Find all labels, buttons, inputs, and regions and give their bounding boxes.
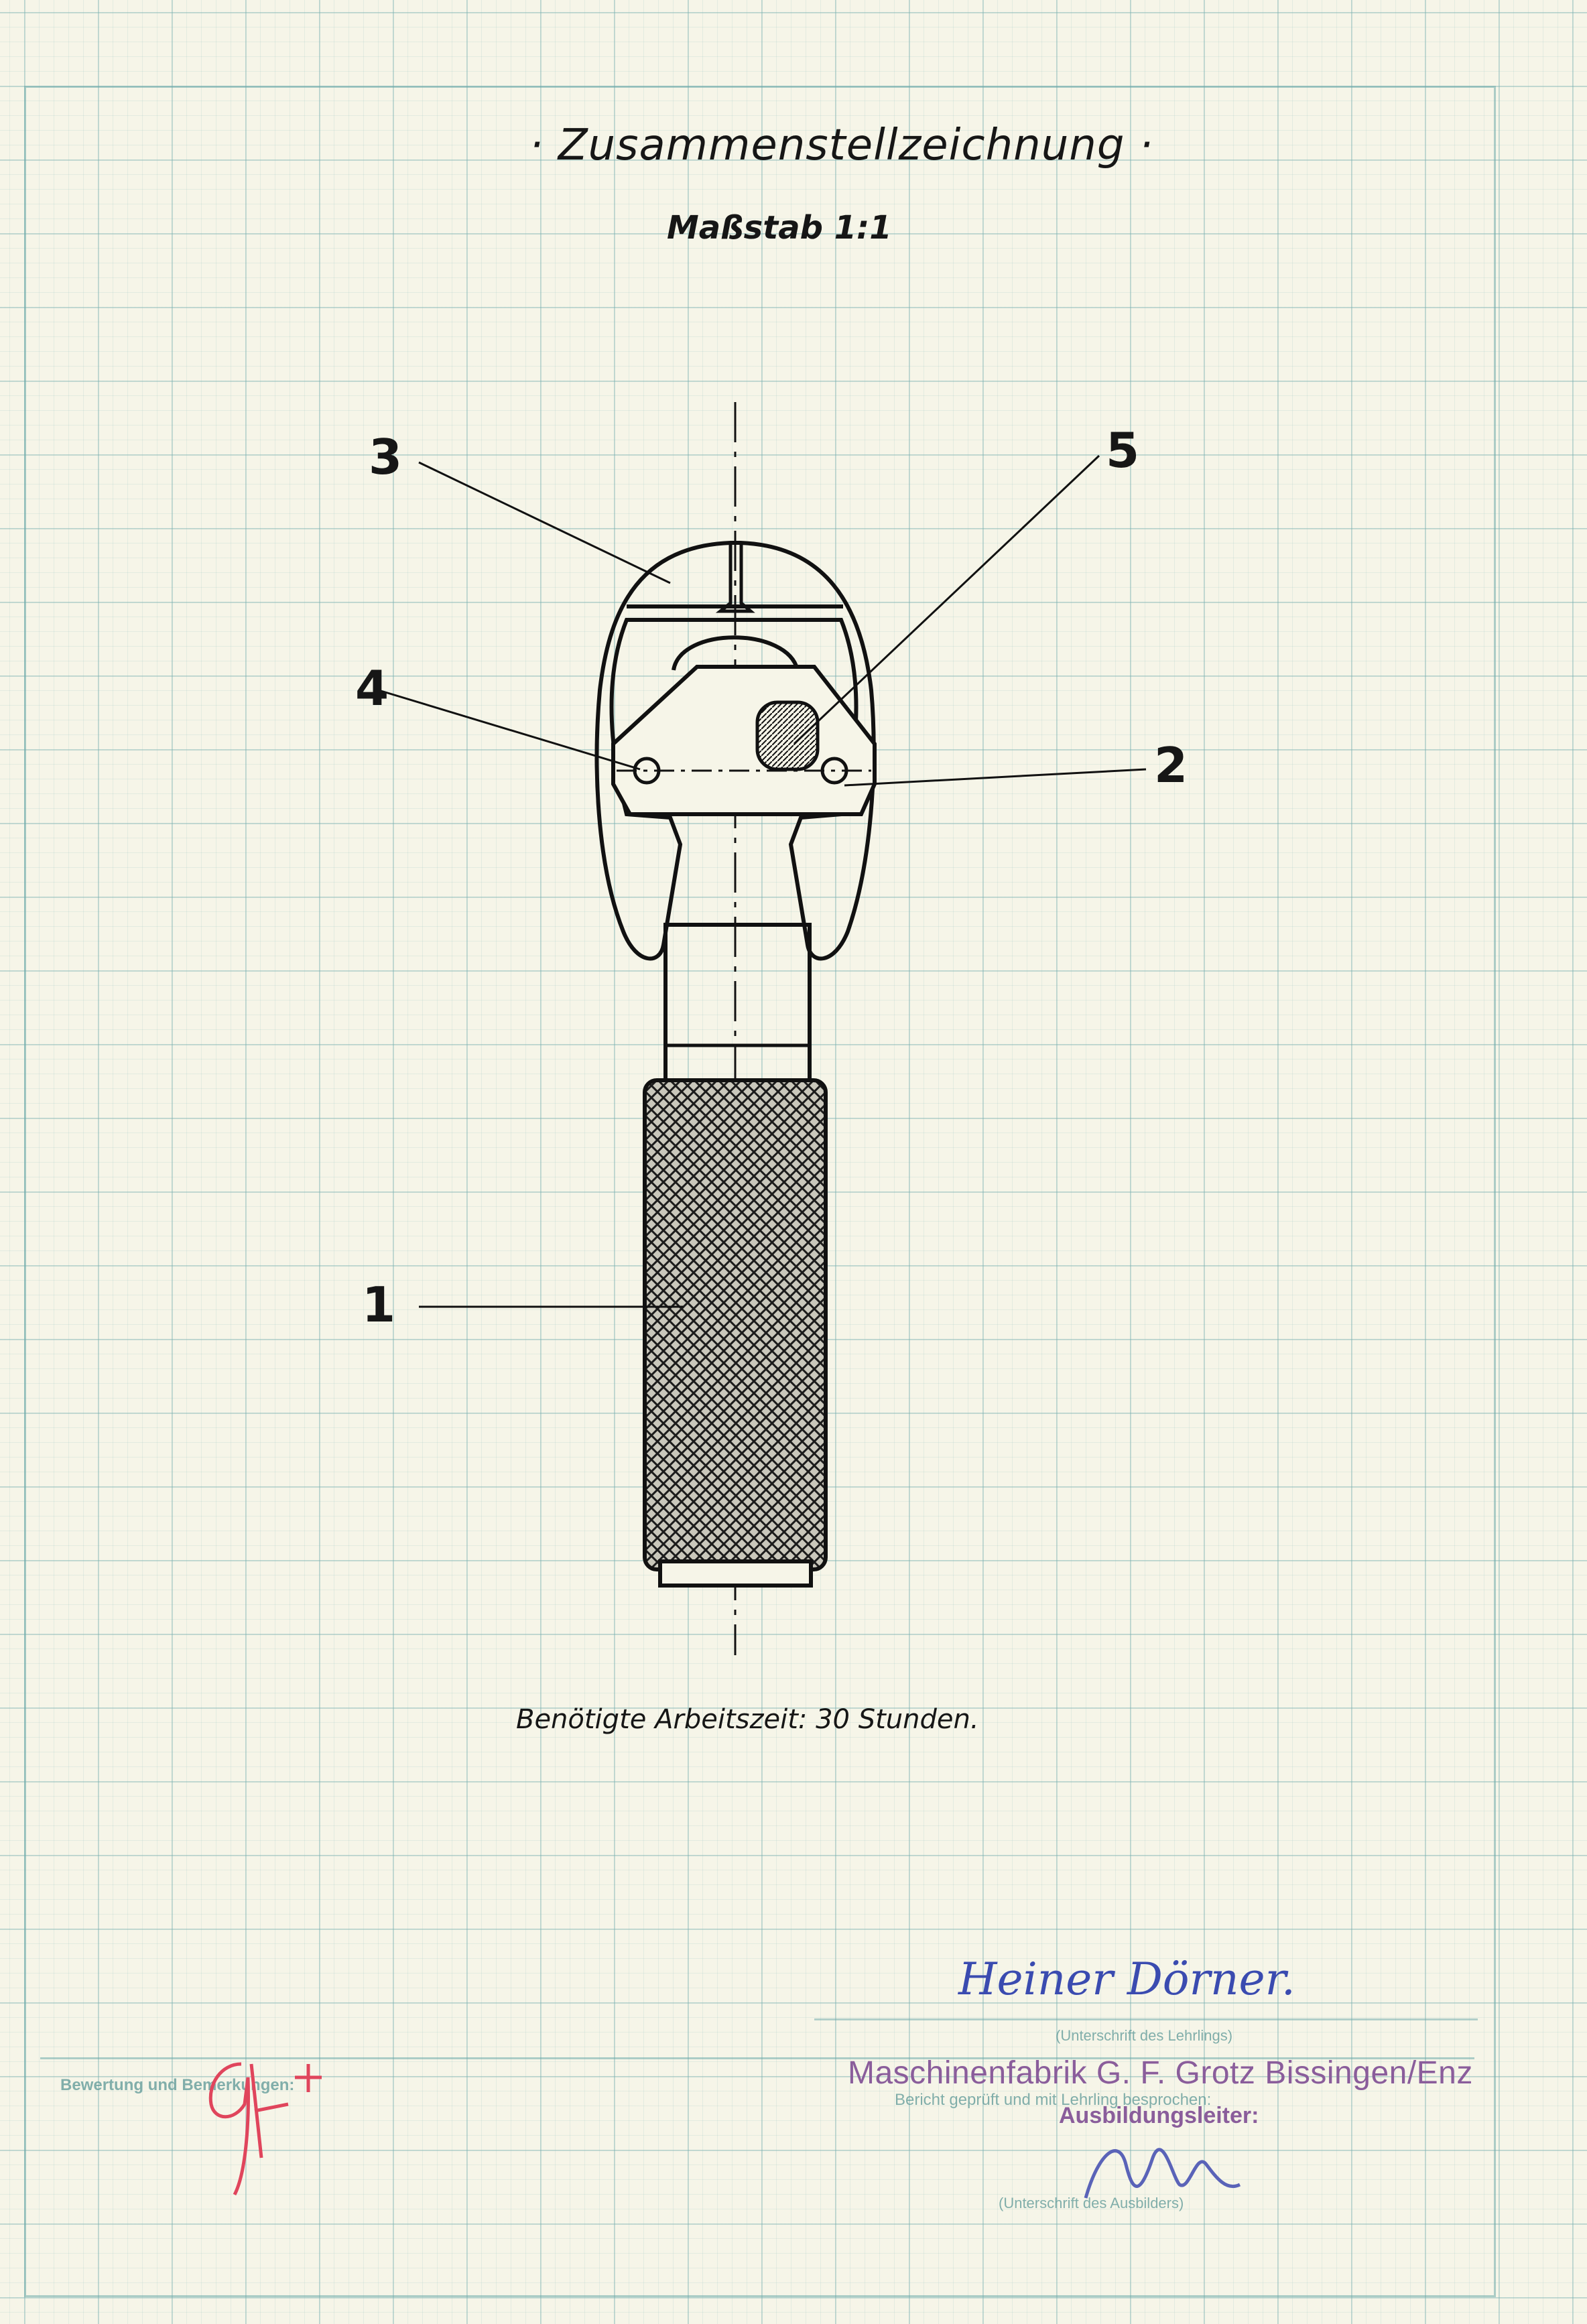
leader-2 — [844, 769, 1146, 785]
part-1-handle — [645, 1080, 826, 1569]
trainer-signature-label: (Unterschrift des Ausbilders) — [999, 2195, 1184, 2211]
callout-5: 5 — [1106, 422, 1140, 478]
callout-3: 3 — [369, 429, 403, 485]
leader-5 — [794, 456, 1099, 744]
drawing-scale: Maßstab 1:1 — [667, 209, 892, 247]
part-2-plate — [613, 667, 875, 814]
handle-end — [660, 1561, 811, 1586]
drawing-title: · Zusammenstellzeichnung · — [529, 121, 1154, 170]
part-5-screw — [757, 702, 818, 769]
apprentice-signature: Heiner Dörner. — [958, 1953, 1295, 2005]
company-stamp: Maschinenfabrik G. F. Grotz Bissingen/Enz — [848, 2055, 1473, 2091]
trainer-stamp: Ausbildungsleiter: — [1059, 2103, 1259, 2128]
signature-line — [814, 2018, 1478, 2020]
trainer-signature-scribble — [1072, 2124, 1247, 2218]
shaft — [665, 925, 810, 1082]
callout-2: 2 — [1154, 737, 1188, 793]
grade-mark — [188, 2037, 362, 2205]
apprentice-signature-label: (Unterschrift des Lehrlings) — [1056, 2027, 1233, 2044]
evaluation-label: Bewertung und Bemerkungen: — [60, 2076, 295, 2094]
work-time-note: Benötigte Arbeitszeit: 30 Stunden. — [516, 1704, 979, 1735]
callout-4: 4 — [355, 660, 389, 716]
report-label: Bericht geprüft und mit Lehrling besprochen: — [895, 2091, 1212, 2109]
leader-3 — [419, 462, 670, 583]
callout-1: 1 — [362, 1277, 396, 1333]
